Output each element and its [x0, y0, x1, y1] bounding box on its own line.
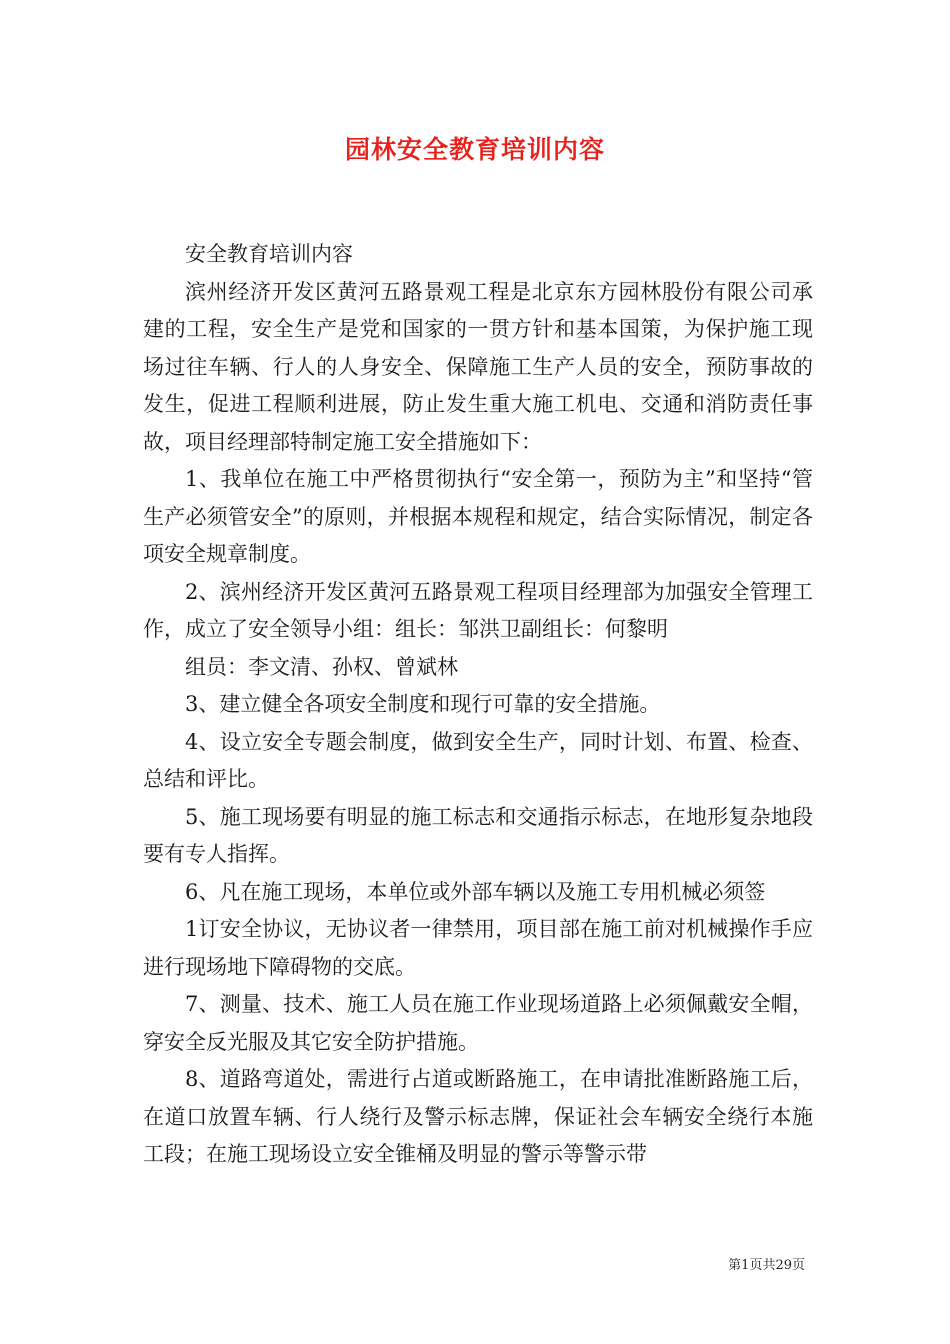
- paragraph-item-5: 5、施工现场要有明显的施工标志和交通指示标志，在地形复杂地段要有专人指挥。: [143, 804, 813, 866]
- paragraph-item-7: 7、测量、技术、施工人员在施工作业现场道路上必须佩戴安全帽，穿安全反光服及其它安全防护措施。: [143, 992, 813, 1054]
- paragraph-item-6-cont: 1订安全协议，无协议者一律禁用，项目部在施工前对机械操作手应进行现场地下障碍物的交底。: [143, 917, 813, 979]
- paragraph-item-3: 3、建立健全各项安全制度和现行可靠的安全措施。: [185, 692, 661, 716]
- paragraph-intro: 滨州经济开发区黄河五路景观工程是北京东方园林股份有限公司承建的工程，安全生产是党和国家的一贯方针和基本国策，为保护施工现场过往车辆、行人的人身安全、保障施工生产人员的安全，预防事故的发生，促进工程顺利进展，防止发生重大施工机电、交通和消防责任事故，项目经理部特制定施工安全措施如下：: [143, 279, 813, 454]
- paragraph-subtitle: 安全教育培训内容: [185, 242, 353, 266]
- paragraph-item-6: 6、凡在施工现场，本单位或外部车辆以及施工专用机械必须签: [185, 879, 766, 904]
- page-number: 第1页共29页: [728, 1258, 805, 1273]
- paragraph-item-2: 2、滨州经济开发区黄河五路景观工程项目经理部为加强安全管理工作，成立了安全领导小组：组长：邹洪卫副组长：何黎明: [143, 579, 813, 641]
- paragraph-item-1: 1、我单位在施工中严格贯彻执行“安全第一，预防为主”和坚持“管生产必须管安全”的原则，并根据本规程和规定，结合实际情况，制定各项安全规章制度。: [143, 467, 813, 566]
- paragraph-item-8: 8、道路弯道处，需进行占道或断路施工，在申请批准断路施工后，在道口放置车辆、行人绕行及警示标志牌，保证社会车辆安全绕行本施工段；在施工现场设立安全锥桶及明显的警示等警示带: [143, 1067, 813, 1166]
- document-title: 园林安全教育培训内容: [344, 135, 605, 164]
- paragraph-item-4: 4、设立安全专题会制度，做到安全生产，同时计划、布置、检查、总结和评比。: [143, 729, 813, 791]
- document-body: [143, 236, 813, 1174]
- paragraph-members: 组员：李文清、孙权、曾斌林: [185, 654, 458, 679]
